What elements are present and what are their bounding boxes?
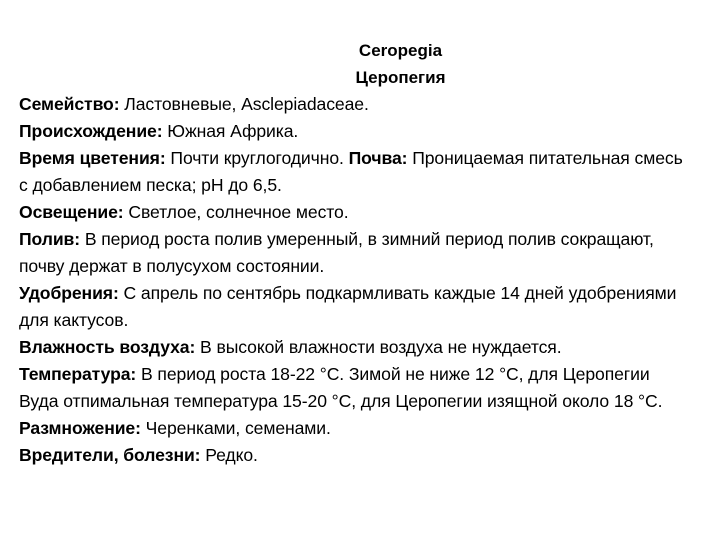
title-latin: Ceropegia (358, 41, 443, 60)
light-label: Освещение: (19, 202, 124, 222)
temperature-label: Температура: (19, 364, 137, 384)
propagation-label: Размножение: (19, 418, 141, 438)
light-line (19, 199, 690, 226)
fertilizer-label: Удобрения: (19, 283, 119, 303)
fertilizer-line (19, 280, 690, 334)
light-value: Светлое, солнечное место. (123, 202, 349, 222)
origin-value: Южная Африка. (162, 121, 299, 141)
watering-value: В период роста полив умеренный, в зимний период полив сокращают, почву держат в полусухом состоянии. (19, 229, 654, 276)
pests-value: Редко. (200, 445, 258, 465)
origin-line (19, 118, 690, 145)
origin-label: Происхождение: (19, 121, 163, 141)
fertilizer-value: С апрель по сентябрь подкармливать каждые 14 дней удобрениями для кактусов. (19, 283, 677, 330)
humidity-label: Влажность воздуха: (19, 337, 196, 357)
propagation-line (19, 415, 690, 442)
bloom-label: Время цветения: (19, 148, 166, 168)
temperature-line (19, 361, 690, 415)
title-block (19, 37, 690, 91)
watering-label: Полив: (19, 229, 81, 249)
pests-line (19, 442, 690, 469)
watering-line (19, 226, 690, 280)
pests-label: Вредители, болезни: (19, 445, 201, 465)
plant-description (19, 91, 690, 469)
propagation-value: Черенками, семенами. (140, 418, 331, 438)
family-label: Семейство: (19, 94, 120, 114)
temperature-value: В период роста 18-22 °С. Зимой не ниже 12 °С, для Церопегии Вуда отпимальная температура 15-20 °С, для Церопегии изящной около 18 °С. (19, 364, 663, 411)
family-line (19, 91, 690, 118)
bloom-value: Почти круглогодично. (165, 148, 349, 168)
bloom-soil-line (19, 145, 690, 199)
humidity-value: В высокой влажности воздуха не нуждается. (195, 337, 562, 357)
title-russian: Церопегия (355, 68, 446, 87)
soil-value: Проницаемая питательная смесь с добавлением песка; pH до 6,5. (19, 148, 683, 195)
humidity-line (19, 334, 690, 361)
soil-label: Почва: (348, 148, 408, 168)
family-value: Ластовневые, Asclepiadaceae. (119, 94, 369, 114)
